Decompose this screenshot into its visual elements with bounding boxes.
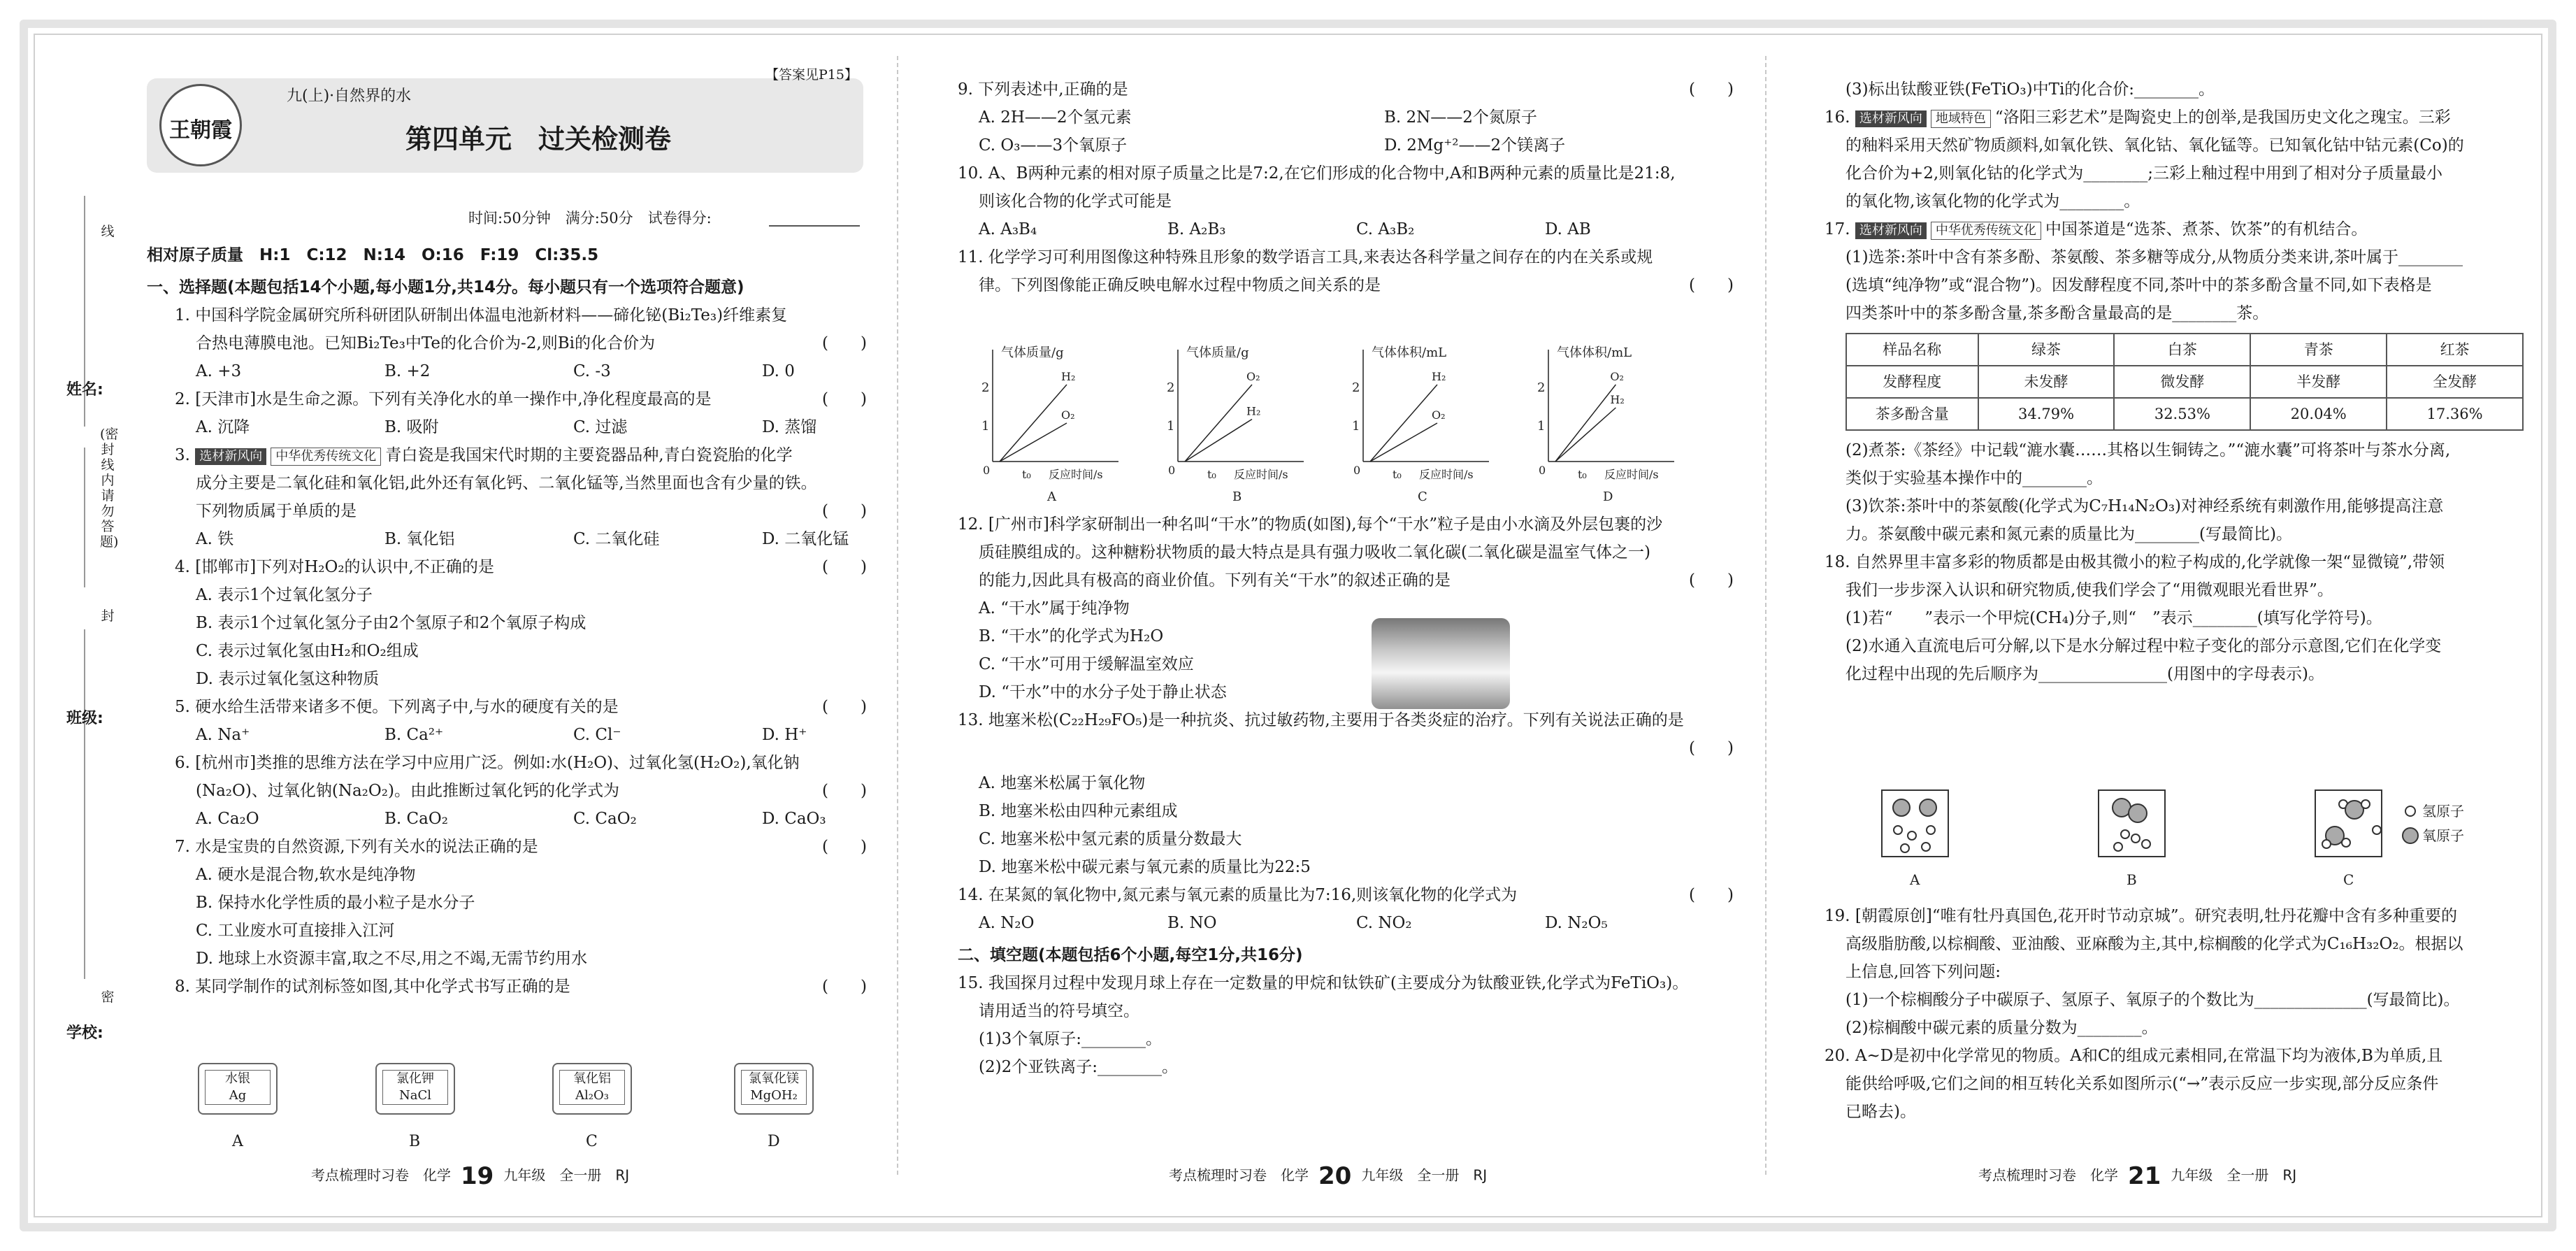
question-16-cont3: 的氧化物,该氧化物的化学式为________。 [1845, 192, 2140, 210]
q19-part-2: (2)棕榈酸中碳元素的质量分数为________。 [1845, 1019, 2158, 1037]
q14-option-d: D. N₂O₅ [1545, 914, 1608, 932]
q10-option-d: D. AB [1545, 220, 1591, 238]
binder-note: (密封线内请勿答题) [100, 427, 119, 550]
culture-tag: 中华优秀传统文化 [271, 448, 381, 466]
tea-table-cell: 绿茶 [1978, 334, 2115, 366]
tea-table-cell: 样品名称 [1846, 334, 1978, 366]
q6-option-a: A. Ca₂O [196, 810, 259, 828]
tea-polyphenol-table [1845, 333, 2524, 431]
q1-option-a: A. +3 [196, 362, 242, 380]
question-18-cont: 我们一步步深入认识和研究物质,使我们学会了“用微观眼光看世界”。 [1845, 581, 2333, 599]
series-label: H₂ [1061, 370, 1076, 383]
q10-option-b: B. A₂B₃ [1167, 220, 1226, 238]
question-4: 4. [邯郸市]下列对H₂O₂的认识中,不正确的是 ( ) [147, 553, 867, 581]
q1-option-b: B. +2 [384, 362, 431, 380]
brand-logo: 王朝霞 [159, 84, 242, 166]
question-17: 17. 选材新风向 中华优秀传统文化 中国茶道是“选茶、煮茶、饮茶”的有机结合。 [1825, 220, 2368, 238]
q3-option-a: A. 铁 [196, 530, 234, 548]
question-6: 6. [杭州市]类推的思维方法在学习中应用广泛。例如:水(H₂O)、过氧化氢(H₂O₂),氧化钠 [175, 754, 800, 772]
x-axis-label: 反应时间/s [1604, 468, 1659, 481]
region-tag: 地域特色 [1931, 110, 1991, 128]
q6-option-d: D. CaO₃ [762, 810, 826, 828]
tea-table-cell: 半发酵 [2250, 366, 2387, 398]
question-16-cont: 的釉料采用天然矿物质颜料,如氧化铁、氧化钴、氧化锰等。已知氧化钴中钴元素(Co)的 [1845, 136, 2464, 155]
culture-tag: 中华优秀传统文化 [1931, 222, 2041, 240]
answer-paren: ( ) [1689, 276, 1734, 294]
q9-option-a: A. 2H——2个氢元素 [979, 108, 1132, 127]
answer-paren: ( ) [822, 334, 867, 352]
question-3-cont2: 下列物质属于单质的是 ( ) [147, 497, 867, 525]
binder-line [84, 629, 85, 979]
question-3-cont: 成分主要是二氧化硅和氧化铝,此外还有氧化钙、二氧化锰等,当然里面也含有少量的铁。 [196, 474, 817, 492]
tea-table-cell: 茶多酚含量 [1846, 398, 1978, 430]
q7-option-a: A. 硬水是混合物,软水是纯净物 [196, 866, 416, 884]
question-14: 14. 在某氮的氧化物中,氮元素与氧元素的质量比为7:16,则该氧化物的化学式为 ( ) [958, 881, 1734, 909]
q15-part-3: (3)标出钛酸亚铁(FeTiO₃)中Ti的化合价:________。 [1845, 80, 2215, 99]
answer-paren: ( ) [822, 502, 867, 520]
series-line [1555, 408, 1616, 462]
tea-table-cell: 17.36% [2387, 398, 2523, 430]
q12-option-c: C. “干水”可用于缓解温室效应 [979, 655, 1194, 673]
answer-paren: ( ) [1689, 571, 1734, 589]
q18-letter-c: C [2343, 871, 2354, 888]
t0-label: t₀ [1022, 468, 1031, 481]
y-axis-label: 气体体积/mL [1557, 345, 1632, 360]
q14-option-a: A. N₂O [979, 914, 1035, 932]
legend-hydrogen: 氢原子 [2422, 803, 2464, 820]
q2-option-a: A. 沉降 [196, 418, 250, 436]
question-8: 8. 某同学制作的试剂标签如图,其中化学式书写正确的是 ( ) [147, 973, 867, 1001]
q5-option-c: C. Cl⁻ [573, 726, 621, 744]
q8-letter-d: D [768, 1133, 780, 1150]
answer-paren: ( ) [822, 782, 867, 800]
q2-options [147, 413, 867, 441]
q12-option-b: B. “干水”的化学式为H₂O [979, 627, 1164, 645]
q15-part-2: (2)2个亚铁离子:________。 [979, 1058, 1178, 1076]
graph-letter: B [1232, 489, 1242, 503]
y-tick-1: 1 [1167, 419, 1175, 434]
question-20-cont2: 已略去)。 [1845, 1103, 1916, 1121]
q8-letter-c: C [586, 1133, 598, 1150]
x-axis-label: 反应时间/s [1419, 468, 1474, 481]
q6-options [147, 805, 867, 833]
page-footer-21: 考点梳理时习卷 化学 21 九年级 全一册 RJ [1978, 1162, 2297, 1190]
q2-option-c: C. 过滤 [573, 418, 628, 436]
question-15-cont: 请用适当的符号填空。 [979, 1002, 1139, 1020]
trend-tag: 选材新风向 [1855, 110, 1927, 127]
q18-letter-b: B [2127, 871, 2137, 888]
question-2: 2. [天津市]水是生命之源。下列有关净化水的单一操作中,净化程度最高的是 ( ) [147, 385, 867, 413]
left-column [147, 241, 867, 1001]
question-1: 1. 中国科学院金属研究所科研团队研制出体温电池新材料——碲化铋(Bi₂Te₃)纤维素复 [175, 306, 788, 324]
tea-table-cell: 微发酵 [2114, 366, 2250, 398]
question-12-cont: 质硅膜组成的。这种糖粉状物质的最大特点是具有强力吸收二氧化碳(二氧化碳是温室气体之一) [979, 543, 1650, 562]
y-tick-1: 1 [1352, 419, 1360, 434]
q6-option-c: C. CaO₂ [573, 810, 637, 828]
t0-label: t₀ [1578, 468, 1587, 481]
origin-label: 0 [983, 464, 991, 477]
binder-xian-mark: 线 [101, 224, 115, 239]
box-a [1882, 790, 1948, 857]
answer-reference: 【答案见P15】 [765, 67, 858, 83]
y-axis-label: 气体质量/g [1186, 345, 1249, 360]
q18-part-2-cont: 化过程中出现的先后顺序为________________(用图中的字母表示)。 [1845, 665, 2324, 683]
origin-label: 0 [1353, 464, 1361, 477]
q14-option-c: C. NO₂ [1356, 914, 1412, 932]
tea-table-cell: 34.79% [1978, 398, 2115, 430]
q3-option-d: D. 二氧化锰 [762, 530, 849, 548]
question-9: 9. 下列表述中,正确的是 ( ) [958, 76, 1734, 103]
binder-name-label: 姓名: [66, 381, 103, 399]
answer-paren: ( ) [1689, 886, 1734, 904]
q10-options [958, 215, 1734, 243]
q3-options [147, 525, 867, 553]
question-13: 13. 地塞米松(C₂₂H₂₉FO₅)是一种抗炎、抗过敏药物,主要用于各类炎症的治疗。下列有关说法正确的是 [958, 711, 1684, 729]
binder-line [84, 448, 85, 587]
q18-part-1: (1)若“ ”表示一个甲烷(CH₄)分子,则“ ”表示________(填写化学符号)。 [1845, 609, 2382, 627]
question-15: 15. 我国探月过程中发现月球上存在一定数量的甲烷和钛铁矿(主要成分为钛酸亚铁,化学式为FeTiO₃)。 [958, 974, 1689, 992]
q8-letter-b: B [409, 1133, 421, 1150]
q3-option-c: C. 二氧化硅 [573, 530, 660, 548]
q7-option-d: D. 地球上水资源丰富,取之不尽,用之不竭,无需节约用水 [196, 950, 588, 968]
q18-part-2: (2)水通入直流电后可分解,以下是水分解过程中粒子变化的部分示意图,它们在化学变 [1845, 637, 2442, 655]
q9-options-1 [958, 103, 1734, 131]
reagent-label-a: 水银 Ag [198, 1063, 278, 1115]
question-19-cont2: 上信息,回答下列问题: [1845, 963, 2001, 981]
tea-table-cell: 全发酵 [2387, 366, 2523, 398]
q17-part-1-cont2: 四类茶叶中的茶多酚含量,茶多酚含量最高的是________茶。 [1845, 304, 2269, 322]
y-tick-2: 2 [1352, 380, 1360, 395]
q17-part-3: (3)饮茶:茶叶中的茶氨酸(化学式为C₇H₁₄N₂O₃)对神经系统有刺激作用,能够提高注意 [1845, 497, 2444, 515]
q4-option-d: D. 表示过氧化氢这种物质 [196, 670, 380, 688]
q9-options-2 [958, 131, 1734, 159]
answer-paren: ( ) [822, 838, 867, 856]
q5-options [147, 721, 867, 749]
origin-label: 0 [1168, 464, 1176, 477]
tea-table-cell: 发酵程度 [1846, 366, 1978, 398]
right-column [1825, 76, 2524, 688]
series-line [1000, 385, 1067, 462]
x-axis-label: 反应时间/s [1049, 468, 1103, 481]
q17-part-1: (1)选茶:茶叶中含有茶多酚、茶氨酸、茶多糖等成分,从物质分类来讲,茶叶属于________ [1845, 248, 2463, 266]
tea-table-row [1846, 334, 2523, 366]
question-6-cont: (Na₂O)、过氧化钠(Na₂O₂)。由此推断过氧化钙的化学式为 ( ) [147, 777, 867, 805]
q11-graphs [979, 336, 1734, 503]
time-info: 时间:50分钟 满分:50分 试卷得分: [468, 210, 712, 227]
q1-options [147, 357, 867, 385]
question-19: 19. [朝霞原创]“唯有牡丹真国色,花开时节动京城”。研究表明,牡丹花瓣中含有多种重要的 [1825, 907, 2457, 925]
binder-school-label: 学校: [66, 1024, 103, 1042]
series-label: O₂ [1061, 408, 1075, 422]
series-line [1370, 423, 1437, 462]
question-5: 5. 硬水给生活带来诸多不便。下列离子中,与水的硬度有关的是 ( ) [147, 693, 867, 721]
trend-tag: 选材新风向 [1855, 222, 1927, 239]
tea-table-row [1846, 398, 2523, 430]
q6-option-b: B. CaO₂ [384, 810, 448, 828]
box-b [2099, 790, 2165, 857]
q19-part-1: (1)一个棕榈酸分子中碳原子、氢原子、氧原子的个数比为______________(写最简比)。 [1845, 991, 2460, 1009]
q17-part-2: (2)煮茶:《茶经》中记载“漉水囊……其格以生铜铸之。”“漉水囊”可将茶叶与茶水分离, [1845, 441, 2451, 459]
binder-class-label: 班级: [66, 710, 103, 727]
tea-table-cell: 红茶 [2387, 334, 2523, 366]
q13-option-b: B. 地塞米松由四种元素组成 [979, 802, 1178, 820]
tea-table-cell: 白茶 [2114, 334, 2250, 366]
trend-tag: 选材新风向 [195, 448, 266, 465]
right-column-2 [1825, 902, 2524, 1126]
question-10: 10. A、B两种元素的相对原子质量之比是7:2,在它们形成的化合物中,A和B两种元素的质量比是21:8, [958, 164, 1676, 183]
series-label: O₂ [1610, 370, 1624, 383]
page-footer-20: 考点梳理时习卷 化学 20 九年级 全一册 RJ [1169, 1162, 1488, 1190]
q7-option-b: B. 保持水化学性质的最小粒子是水分子 [196, 894, 475, 912]
q7-option-c: C. 工业废水可直接排入江河 [196, 922, 395, 940]
t0-label: t₀ [1207, 468, 1216, 481]
series-line [1000, 423, 1067, 462]
question-13-paren [958, 734, 1734, 762]
binder-feng-mark: 封 [101, 608, 115, 624]
page-fold-divider [1765, 56, 1766, 1175]
q13-option-a: A. 地塞米松属于氧化物 [979, 774, 1146, 792]
q5-option-b: B. Ca²⁺ [384, 726, 444, 744]
q1-option-c: C. -3 [573, 362, 611, 380]
q14-options [958, 909, 1734, 937]
q3-option-b: B. 氧化铝 [384, 530, 455, 548]
question-19-cont: 高级脂肪酸,以棕榈酸、亚油酸、亚麻酸为主,其中,棕榈酸的化学式为C₁₆H₃₂O₂。根据以 [1845, 935, 2463, 953]
q9-option-d: D. 2Mg⁺²——2个镁离子 [1384, 136, 1566, 155]
reagent-label-b: 氯化钾 NaCl [375, 1063, 455, 1115]
question-1-cont: 合热电薄膜电池。已知Bi₂Te₃中Te的化合价为-2,则Bi的化合价为 ( ) [147, 329, 867, 357]
tea-table-cell: 未发酵 [1978, 366, 2115, 398]
series-line [1185, 385, 1252, 462]
y-tick-1: 1 [1537, 419, 1546, 434]
q18-particle-diagram [1873, 787, 2468, 902]
series-label: H₂ [1432, 370, 1446, 383]
q5-option-a: A. Na⁺ [196, 726, 250, 744]
section-2-title: 二、填空题(本题包括6个小题,每空1分,共16分) [958, 946, 1303, 964]
q15-part-1: (1)3个氧原子:________。 [979, 1030, 1162, 1048]
q17-part-2-cont: 类似于实验基本操作中的________。 [1845, 469, 2103, 487]
q13-option-d: D. 地塞米松中碳元素与氧元素的质量比为22:5 [979, 858, 1311, 876]
question-12: 12. [广州市]科学家研制出一种名叫“干水”的物质(如图),每个“干水”粒子是由小水滴及外层包裹的沙 [958, 515, 1663, 534]
question-20-cont: 能供给呼吸,它们之间的相互转化关系如图所示(“→”表示反应一步实现,部分反应条件 [1845, 1075, 2439, 1093]
question-12-cont2: 的能力,因此具有极高的商业价值。下列有关“干水”的叙述正确的是 ( ) [958, 566, 1734, 594]
q10-option-c: C. A₃B₂ [1356, 220, 1415, 238]
graph-letter: D [1603, 489, 1613, 503]
q2-option-b: B. 吸附 [384, 418, 439, 436]
question-16: 16. 选材新风向 地域特色 “洛阳三彩艺术”是陶瓷史上的创举,是我国历史文化之瑰宝。三彩 [1825, 108, 2451, 127]
question-16-cont2: 化合价为+2,则氧化钴的化学式为________;三彩上釉过程中用到了相对分子质量最小 [1845, 164, 2442, 183]
reagent-label-d: 氯氧化镁 MgOH₂ [734, 1063, 814, 1115]
q12-option-d: D. “干水”中的水分子处于静止状态 [979, 683, 1227, 701]
q17-part-3-cont: 力。茶氨酸中碳元素和氮元素的质量比为________(写最简比)。 [1845, 525, 2292, 543]
series-line [1555, 385, 1616, 462]
question-11-cont: 律。下列图像能正确反映电解水过程中物质之间关系的是 ( ) [958, 271, 1734, 299]
answer-paren: ( ) [822, 698, 867, 716]
tea-table-row [1846, 366, 2523, 398]
q14-option-b: B. NO [1167, 914, 1217, 932]
q2-option-d: D. 蒸馏 [762, 418, 817, 436]
q5-option-d: D. H⁺ [762, 726, 807, 744]
tea-table-cell: 20.04% [2250, 398, 2387, 430]
unit-label: 九(上)·自然界的水 [287, 87, 412, 105]
series-label: H₂ [1610, 393, 1625, 406]
score-blank [769, 225, 860, 227]
q4-option-a: A. 表示1个过氧化氢分子 [196, 586, 373, 604]
section-1-title: 一、选择题(本题包括14个小题,每小题1分,共14分。每小题只有一个选项符合题意) [147, 278, 744, 296]
series-line [1370, 385, 1437, 462]
middle-column [958, 76, 1734, 299]
question-18: 18. 自然界里丰富多彩的物质都是由极其微小的粒子构成的,化学就像一架“显微镜”,带领 [1825, 553, 2445, 571]
legend-oxygen: 氧原子 [2422, 827, 2464, 844]
question-7: 7. 水是宝贵的自然资源,下列有关水的说法正确的是 ( ) [147, 833, 867, 861]
page-title: 第四单元 过关检测卷 [405, 124, 672, 155]
y-tick-2: 2 [1167, 380, 1175, 395]
page-footer-19: 考点梳理时习卷 化学 19 九年级 全一册 RJ [311, 1162, 630, 1190]
reagent-label-c: 氧化铝 Al₂O₃ [552, 1063, 632, 1115]
q13-option-c: C. 地塞米松中氢元素的质量分数最大 [979, 830, 1242, 848]
x-axis-label: 反应时间/s [1234, 468, 1288, 481]
y-tick-2: 2 [981, 380, 990, 395]
answer-paren: ( ) [822, 978, 867, 996]
question-3: 3. 选材新风向 中华优秀传统文化 青白瓷是我国宋代时期的主要瓷器品种,青白瓷瓷胎的化学 [175, 446, 793, 464]
q4-option-b: B. 表示1个过氧化氢分子由2个氢原子和2个氧原子构成 [196, 614, 587, 632]
q9-option-c: C. O₃——3个氧原子 [979, 136, 1128, 155]
y-axis-label: 气体体积/mL [1372, 345, 1447, 360]
q18-letter-a: A [1910, 871, 1920, 888]
series-label: H₂ [1246, 404, 1261, 418]
tea-table-cell: 32.53% [2114, 398, 2250, 430]
q12-option-a: A. “干水”属于纯净物 [979, 599, 1130, 617]
q4-option-c: C. 表示过氧化氢由H₂和O₂组成 [196, 642, 419, 660]
question-10-cont: 则该化合物的化学式可能是 [979, 192, 1172, 210]
series-label: O₂ [1246, 370, 1260, 383]
answer-paren: ( ) [1689, 80, 1734, 99]
question-20: 20. A~D是初中化学常见的物质。A和C的组成元素相同,在常温下均为液体,B为单质,且 [1825, 1047, 2443, 1065]
page-fold-divider [897, 56, 898, 1175]
q9-option-b: B. 2N——2个氮原子 [1384, 108, 1537, 127]
answer-paren: ( ) [822, 558, 867, 576]
tea-table-cell: 青茶 [2250, 334, 2387, 366]
question-11: 11. 化学学习可利用图像这种特殊且形象的数学语言工具,来表达各科学量之间存在的内在关系或规 [958, 248, 1653, 266]
y-axis-label: 气体质量/g [1001, 345, 1064, 360]
y-tick-1: 1 [981, 419, 990, 434]
y-tick-2: 2 [1537, 380, 1546, 395]
series-label: O₂ [1432, 408, 1446, 422]
q10-option-a: A. A₃B₄ [979, 220, 1037, 238]
series-line [1185, 420, 1252, 462]
q1-option-d: D. 0 [762, 362, 795, 380]
atomic-mass-line: 相对原子质量 H:1 C:12 N:14 O:16 F:19 Cl:35.5 [147, 246, 599, 264]
graph-letter: A [1047, 489, 1056, 503]
binder-mi-mark: 密 [101, 989, 115, 1005]
dry-water-photo [1372, 618, 1510, 709]
answer-paren: ( ) [822, 390, 867, 408]
q17-part-1-cont: (选填“纯净物”或“混合物”)。因发酵程度不同,茶叶中的茶多酚含量不同,如下表格是 [1845, 276, 2432, 294]
q8-letter-a: A [232, 1133, 243, 1150]
graph-letter: C [1418, 489, 1427, 503]
t0-label: t₀ [1393, 468, 1402, 481]
origin-label: 0 [1539, 464, 1546, 477]
middle-column-2 [958, 510, 1734, 1081]
answer-paren: ( ) [1689, 739, 1734, 757]
